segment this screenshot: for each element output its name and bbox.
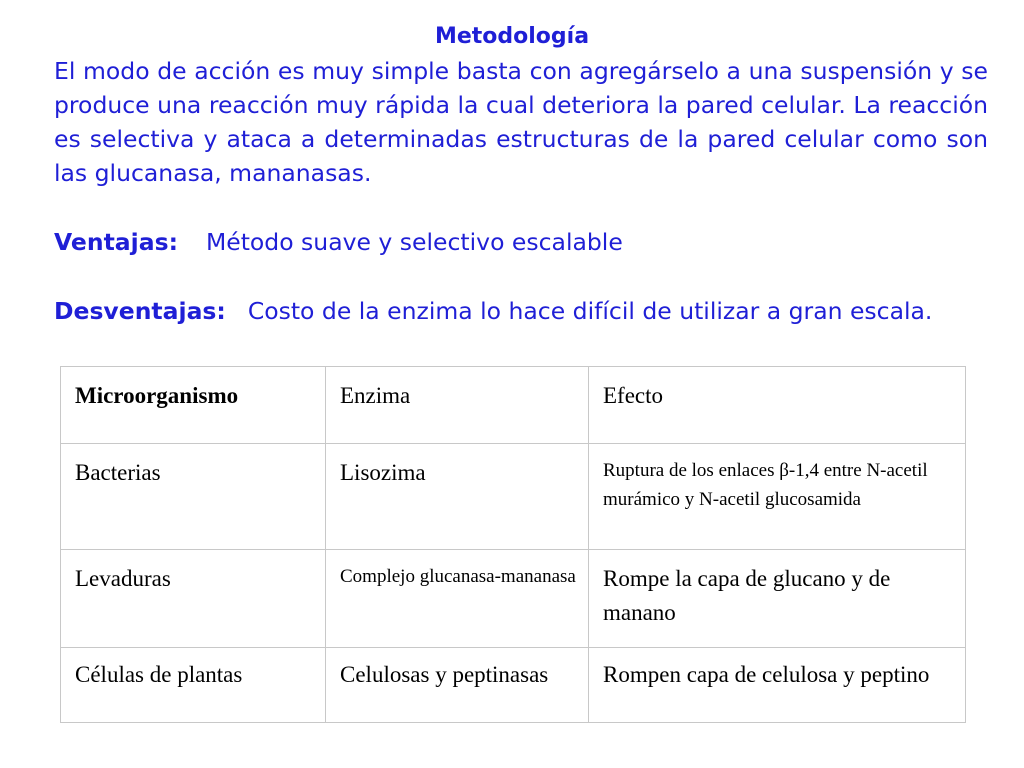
ventajas-label: Ventajas: [54, 228, 178, 256]
cell-efecto: Rompe la capa de glucano y de manano [589, 550, 966, 648]
desventajas-line [54, 294, 988, 328]
page-title: Metodología [434, 24, 590, 49]
intro-paragraph: El modo de acción es muy simple basta con agregárselo a una suspensión y se produce una reacción muy rápida la cual deteriora la pared celular. La reacción es selectiva y ataca a determinadas estructuras de la pared celular como son las glucanasa, mananasas. [54, 57, 988, 187]
cell-efecto: Rompen capa de celulosa y peptino [589, 648, 966, 723]
table-row [61, 444, 966, 550]
table-row [61, 550, 966, 648]
desventajas-text: Costo de la enzima lo hace difícil de utilizar a gran escala. [247, 297, 933, 325]
cell-microorganismo: Bacterias [61, 444, 326, 550]
ventajas-line [54, 225, 988, 259]
header-microorganismo: Microorganismo [61, 367, 326, 444]
header-efecto: Efecto [589, 367, 966, 444]
enzyme-table [60, 366, 966, 723]
desventajas-label: Desventajas: [54, 297, 226, 325]
ventajas-text: Método suave y selectivo escalable [205, 228, 623, 256]
header-enzima: Enzima [326, 367, 589, 444]
cell-enzima: Complejo glucanasa-mananasa [326, 550, 589, 648]
cell-enzima: Celulosas y peptinasas [326, 648, 589, 723]
cell-microorganismo: Levaduras [61, 550, 326, 648]
cell-microorganismo: Células de plantas [61, 648, 326, 723]
table-header-row [61, 367, 966, 444]
table-row [61, 648, 966, 723]
cell-efecto: Ruptura de los enlaces β-1,4 entre N-acetil murámico y N-acetil glucosamida [589, 444, 966, 550]
cell-enzima: Lisozima [326, 444, 589, 550]
